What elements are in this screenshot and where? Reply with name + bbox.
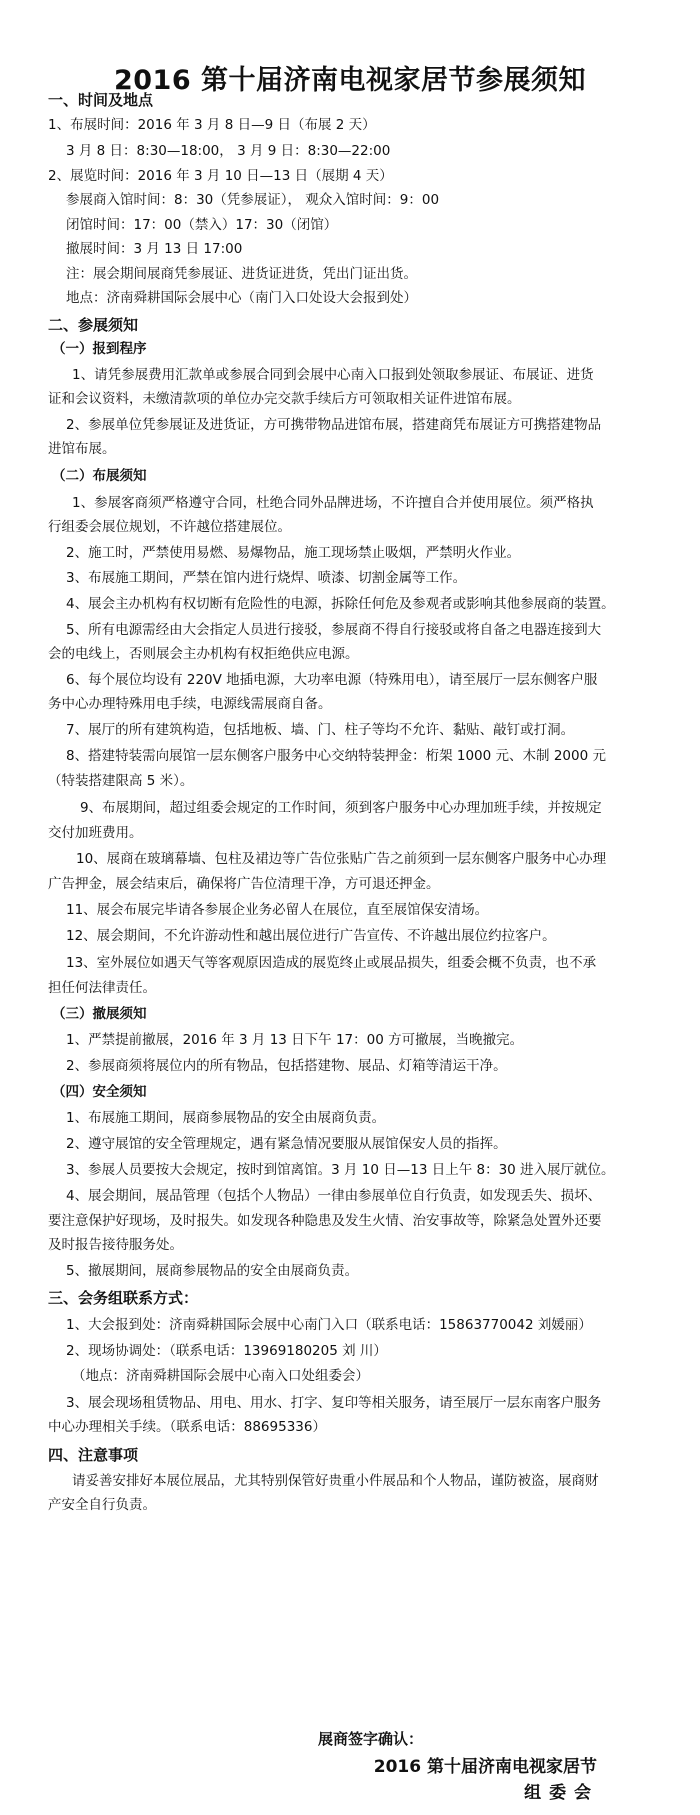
body-text-line: （地点：济南舜耕国际会展中心南入口处组委会） xyxy=(72,1368,369,1384)
body-text-line: 参展商入馆时间：8：30（凭参展证）， 观众入馆时间：9：00 xyxy=(66,192,440,208)
body-text-line: 1、请凭参展费用汇款单或参展合同到会展中心南入口报到处领取参展证、布展证、进货 xyxy=(72,367,594,383)
body-text-line: 1、布展时间：2016 年 3 月 8 日—9 日（布展 2 天） xyxy=(48,117,376,133)
section-heading: 三、会务组联系方式： xyxy=(48,1289,199,1307)
body-text-line: 2、遵守展馆的安全管理规定，遇有紧急情况要服从展馆保安人员的指挥。 xyxy=(66,1136,507,1152)
body-text-line: 务中心办理特殊用电手续，电源线需展商自备。 xyxy=(48,696,332,712)
body-text-line: 担任何法律责任。 xyxy=(48,980,156,996)
body-text-line: 注：展会期间展商凭参展证、进货证进货，凭出门证出货。 xyxy=(66,266,417,282)
body-text-line: 2、展览时间：2016 年 3 月 10 日—13 日（展期 4 天） xyxy=(48,168,393,184)
body-text-line: 8、搭建特装需向展馆一层东侧客户服务中心交纳特装押金：桁架 1000 元、木制 2000 元 xyxy=(66,748,606,764)
body-text-line: 3 月 8 日：8:30—18:00， 3 月 9 日：8:30—22:00 xyxy=(66,143,391,159)
organizer-name: 2016 第十届济南电视家居节 xyxy=(373,1757,597,1777)
subsection-heading: （四）安全须知 xyxy=(52,1084,147,1100)
body-text-line: 4、展会期间，展品管理（包括个人物品）一律由参展单位自行负责，如发现丢失、损坏、 xyxy=(66,1188,602,1204)
body-text-line: 10、展商在玻璃幕墙、包柱及裙边等广告位张贴广告之前须到一层东侧客户服务中心办理 xyxy=(76,851,607,867)
body-text-line: 5、撤展期间，展商参展物品的安全由展商负责。 xyxy=(66,1263,359,1279)
body-text-line: 2、参展商须将展位内的所有物品，包括搭建物、展品、灯箱等清运干净。 xyxy=(66,1058,507,1074)
body-text-line: 请妥善安排好本展位展品，尤其特别保管好贵重小件展品和个人物品，谨防被盗，展商财 xyxy=(72,1473,599,1489)
body-text-line: 及时报告接待服务处。 xyxy=(48,1237,183,1253)
body-text-line: 产安全自行负责。 xyxy=(48,1497,156,1513)
body-text-line: 4、展会主办机构有权切断有危险性的电源，拆除任何危及参观者或影响其他参展商的装置。 xyxy=(66,596,615,612)
subsection-heading: （一）报到程序 xyxy=(52,341,147,357)
body-text-line: 地点：济南舜耕国际会展中心（南门入口处设大会报到处） xyxy=(66,290,417,306)
body-text-line: 会的电线上，否则展会主办机构有权拒绝供应电源。 xyxy=(48,646,359,662)
body-text-line: 2、参展单位凭参展证及进货证，方可携带物品进馆布展，搭建商凭布展证方可携搭建物品 xyxy=(66,417,602,433)
body-text-line: 进馆布展。 xyxy=(48,441,116,457)
body-text-line: 广告押金，展会结束后，确保将广告位清理干净，方可退还押金。 xyxy=(48,876,440,892)
signature-label: 展商签字确认： xyxy=(318,1730,424,1748)
body-text-line: 6、每个展位均设有 220V 地插电源，大功率电源（特殊用电），请至展厅一层东侧客户服 xyxy=(66,672,598,688)
section-heading: 一、时间及地点 xyxy=(48,91,154,109)
body-text-line: 2、施工时，严禁使用易燃、易爆物品，施工现场禁止吸烟，严禁明火作业。 xyxy=(66,545,521,561)
body-text-line: 交付加班费用。 xyxy=(48,825,143,841)
body-text-line: 9、布展期间，超过组委会规定的工作时间，须到客户服务中心办理加班手续，并按规定 xyxy=(80,800,602,816)
body-text-line: （特装搭建限高 5 米）。 xyxy=(48,773,194,789)
body-text-line: 1、严禁提前撤展，2016 年 3 月 13 日下午 17：00 方可撤展，当晚撤完。 xyxy=(66,1032,524,1048)
body-text-line: 1、布展施工期间，展商参展物品的安全由展商负责。 xyxy=(66,1110,386,1126)
organizer-committee: 组 委 会 xyxy=(524,1783,592,1803)
body-text-line: 7、展厅的所有建筑构造，包括地板、墙、门、柱子等均不允许、黏贴、敲钉或打洞。 xyxy=(66,722,575,738)
body-text-line: 行组委会展位规划，不许越位搭建展位。 xyxy=(48,519,291,535)
document-title: 2016 第十届济南电视家居节参展须知 xyxy=(113,65,587,96)
body-text-line: 1、大会报到处：济南舜耕国际会展中心南门入口（联系电话：15863770042 刘媛丽） xyxy=(66,1317,592,1333)
body-text-line: 13、室外展位如遇天气等客观原因造成的展览终止或展品损失，组委会概不负责，也不承 xyxy=(66,955,597,971)
body-text-line: 3、展会现场租赁物品、用电、用水、打字、复印等相关服务，请至展厅一层东南客户服务 xyxy=(66,1395,602,1411)
body-text-line: 5、所有电源需经由大会指定人员进行接驳，参展商不得自行接驳或将自备之电器连接到大 xyxy=(66,622,602,638)
section-heading: 四、注意事项 xyxy=(48,1446,139,1464)
body-text-line: 12、展会期间，不允许游动性和越出展位进行广告宣传、不许越出展位约拉客户。 xyxy=(66,928,556,944)
subsection-heading: （三）撤展须知 xyxy=(52,1006,147,1022)
body-text-line: 3、布展施工期间，严禁在馆内进行烧焊、喷漆、切割金属等工作。 xyxy=(66,570,467,586)
body-text-line: 2、现场协调处：（联系电话：13969180205 刘 川） xyxy=(66,1343,387,1359)
body-text-line: 闭馆时间：17：00（禁入）17：30（闭馆） xyxy=(66,217,338,233)
body-text-line: 3、参展人员要按大会规定，按时到馆离馆。3 月 10 日—13 日上午 8：30 进入展厅就位。 xyxy=(66,1162,615,1178)
subsection-heading: （二）布展须知 xyxy=(52,468,147,484)
body-text-line: 要注意保护好现场，及时报失。如发现各种隐患及发生火情、治安事故等，除紧急处置外还要 xyxy=(48,1213,602,1229)
body-text-line: 1、参展客商须严格遵守合同，杜绝合同外品牌进场，不许擅自合并使用展位。须严格执 xyxy=(72,495,594,511)
body-text-line: 11、展会布展完毕请各参展企业务必留人在展位，直至展馆保安清场。 xyxy=(66,902,489,918)
body-text-line: 撤展时间：3 月 13 日 17:00 xyxy=(66,241,243,257)
body-text-line: 证和会议资料，未缴清款项的单位办完交款手续后方可领取相关证件进馆布展。 xyxy=(48,391,521,407)
section-heading: 二、参展须知 xyxy=(48,316,139,334)
body-text-line: 中心办理相关手续。（联系电话：88695336） xyxy=(48,1419,326,1435)
